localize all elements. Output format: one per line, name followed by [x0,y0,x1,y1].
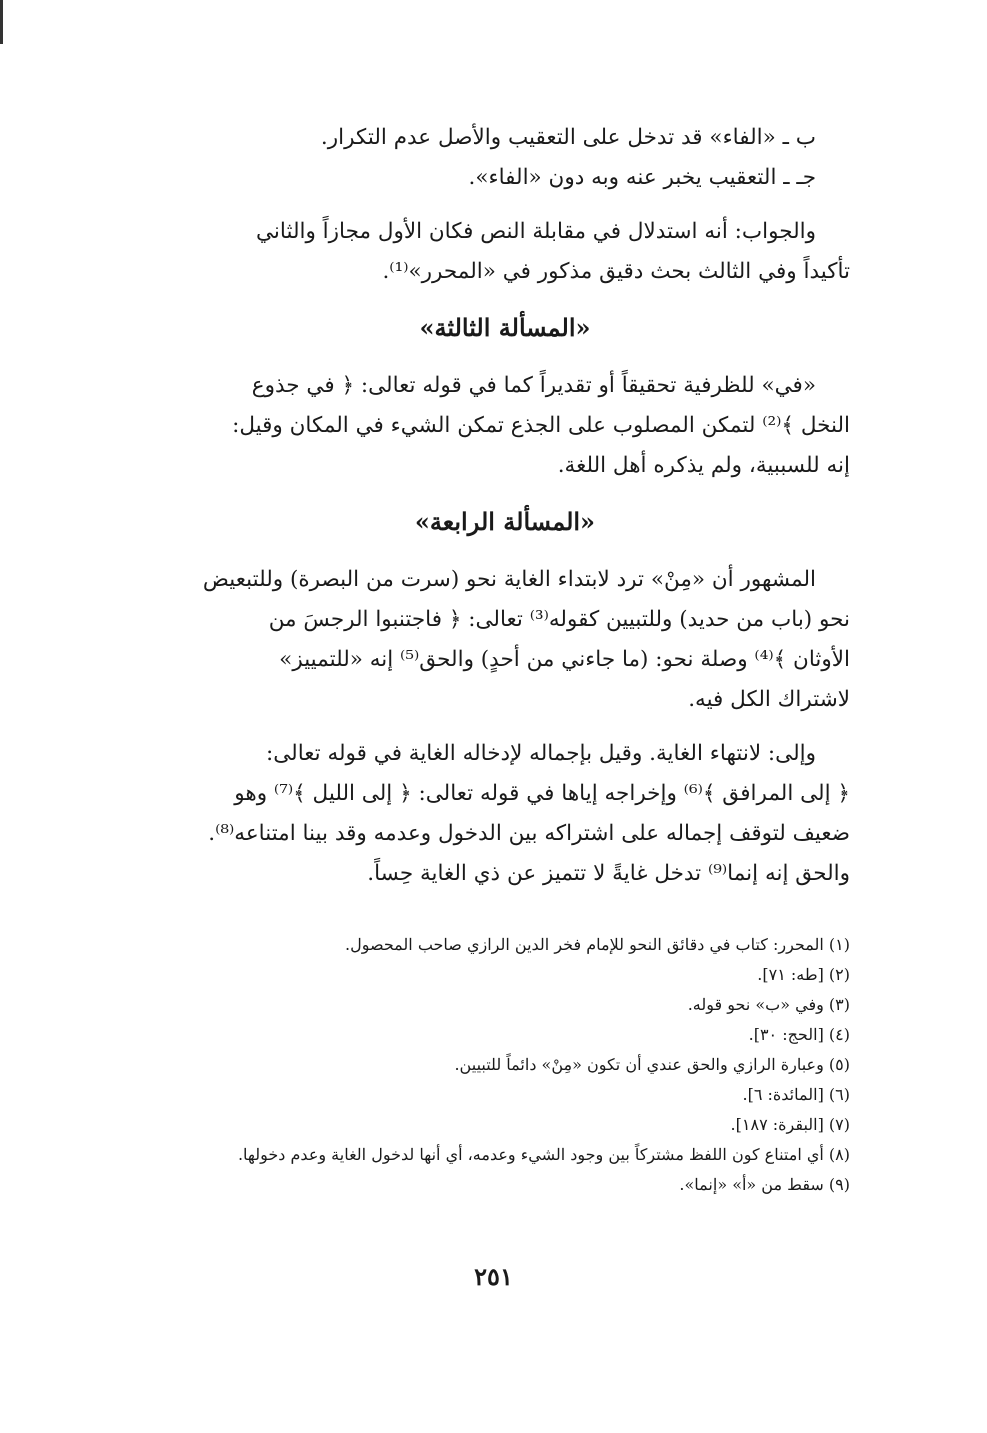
section-paragraph [160,560,850,720]
paragraph-line: إنه للسببية، ولم يذكره أهل اللغة. [557,453,850,478]
section-paragraph [160,366,850,486]
footnote: (٣) وفي «ب» نحو قوله. [687,995,850,1014]
footnote: (١) المحرر: كتاب في دقائق النحو للإمام فخر الدين الرازي صاحب المحصول. [344,935,850,954]
page-edge-mark [0,0,3,44]
paragraph-line: نحو (باب من حديد) وللتبيين كقوله⁽³⁾ تعالى: ﴿ فاجتنبوا الرجسَ من [268,607,850,632]
paragraph-line: تأكيداً وفي الثالث بحث دقيق مذكور في «المحرر»⁽¹⁾. [382,259,850,284]
footnote: (٢) [طه: ٧١]. [757,965,850,984]
paragraph-line: والجواب: أنه استدلال في مقابلة النص فكان الأول مجازاً والثاني [256,219,816,244]
paragraph-line: المشهور أن «مِنْ» ترد لابتداء الغاية نحو (سرت من البصرة) وللتبعيض [202,567,816,592]
paragraph-line: ﴿ إلى المرافق ﴾⁽⁶⁾ وإخراجه إياها في قوله تعالى: ﴿ إلى الليل ﴾⁽⁷⁾ وهو [234,781,850,806]
footnotes [160,924,850,1200]
footnote: (٥) وعبارة الرازي والحق عندي أن تكون «مِنْ» دائماً للتبيين. [454,1055,850,1074]
intro-list [160,118,850,198]
intro-item: ب ـ «الفاء» قد تدخل على التعقيب والأصل عدم التكرار. [320,125,816,150]
paragraph-line: ضعيف لتوقف إجماله على اشتراكه بين الدخول وعدمه وقد بينا امتناعه⁽⁸⁾. [208,821,850,846]
page-number: ٢٥١ [474,1262,513,1291]
intro-item: جـ ـ التعقيب يخبر عنه وبه دون «الفاء». [468,165,816,190]
paragraph-line: والحق إنه إنما⁽⁹⁾ تدخل غايةً لا تتميز عن ذي الغاية حِساً. [367,861,850,886]
ila-paragraph [160,734,850,894]
footnote: (٦) [المائدة: ٦]. [742,1085,850,1104]
section-heading: «المسألة الرابعة» [414,507,596,536]
footnote: (٨) أي امتناع كون اللفظ مشتركاً بين وجود الشيء وعدمه، أي أنها لدخول الغاية وعدم دخولها. [237,1145,850,1164]
paragraph-line: وإلى: لانتهاء الغاية. وقيل بإجماله لإدخاله الغاية في قوله تعالى: [266,741,816,766]
paragraph-line: لاشتراك الكل فيه. [688,687,850,712]
paragraph-line: «في» للظرفية تحقيقاً أو تقديراً كما في قوله تعالى: ﴿ في جذوع [251,373,816,398]
answer-paragraph [160,212,850,292]
footnote: (٧) [البقرة: ١٨٧]. [730,1115,850,1134]
footnote: (٤) [الحج: ٣٠]. [748,1025,850,1044]
footnote: (٩) سقط من «أ» «إنما». [679,1175,850,1194]
paragraph-line: النخل ﴾⁽²⁾ لتمكن المصلوب على الجذع تمكن الشيء في المكان وقيل: [232,413,850,438]
section-heading: «المسألة الثالثة» [419,313,591,342]
paragraph-line: الأوثان ﴾⁽⁴⁾ وصلة نحو: (ما جاءني من أحدٍ) والحق⁽⁵⁾ إنه «للتمييز» [279,647,850,672]
page-body [160,118,850,1200]
